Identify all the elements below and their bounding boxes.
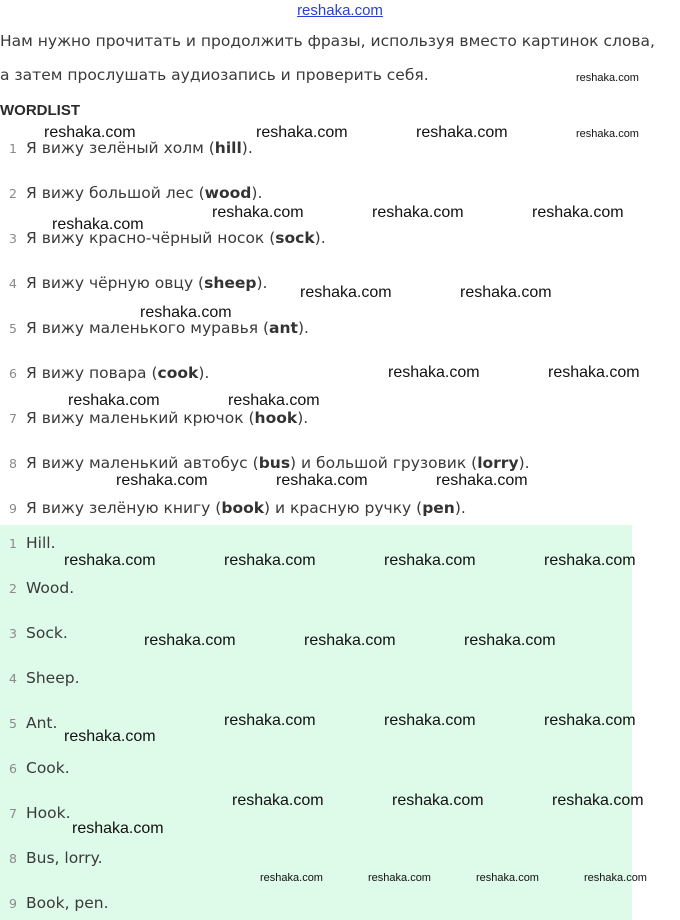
answer-row	[0, 531, 56, 555]
sentence-text	[26, 499, 466, 517]
sentence-number: 6	[9, 365, 17, 381]
watermark-text: reshaka.com	[260, 872, 323, 884]
sentence-row	[0, 361, 209, 385]
watermark-text: reshaka.com	[372, 204, 464, 221]
watermark-text: reshaka.com	[532, 204, 624, 221]
answer-row	[0, 711, 57, 735]
sentence-fragment: ).	[297, 409, 309, 427]
watermark-text: reshaka.com	[548, 364, 640, 381]
sentence-fragment: Я вижу маленький крючок (	[26, 409, 255, 427]
watermark-text: reshaka.com	[384, 712, 476, 729]
watermark-text: reshaka.com	[52, 216, 144, 233]
watermark-text: reshaka.com	[552, 792, 644, 809]
intro-line-2: а затем прослушать аудиозапись и проверить себя.	[0, 66, 429, 84]
answer-row	[0, 891, 109, 915]
watermark-text: reshaka.com	[232, 792, 324, 809]
watermark-text: reshaka.com	[544, 552, 636, 569]
watermark-text: reshaka.com	[228, 392, 320, 409]
answer-text: Bus, lorry.	[26, 849, 103, 867]
english-word: wood	[204, 184, 252, 202]
sentence-fragment: ).	[454, 499, 466, 517]
sentence-row	[0, 226, 326, 250]
sentence-text	[26, 409, 308, 427]
sentence-fragment: Я вижу большой лес (	[26, 184, 205, 202]
answer-number: 7	[9, 805, 17, 821]
answer-number: 1	[9, 535, 17, 551]
answer-text: Hill.	[26, 534, 56, 552]
watermark-text: reshaka.com	[464, 632, 556, 649]
answer-text: Sock.	[26, 624, 68, 642]
intro-line-1: Нам нужно прочитать и продолжить фразы, используя вместо картинок слова,	[0, 32, 655, 50]
watermark-text: reshaka.com	[576, 128, 639, 140]
sentence-number: 7	[9, 410, 17, 426]
answer-text: Cook.	[26, 759, 70, 777]
watermark-text: reshaka.com	[64, 728, 156, 745]
answer-text: Book, pen.	[26, 894, 109, 912]
watermark-text: reshaka.com	[476, 872, 539, 884]
answer-text: Ant.	[26, 714, 58, 732]
sentence-fragment: Я вижу красно-чёрный носок (	[26, 229, 276, 247]
sentence-fragment: ).	[518, 454, 530, 472]
english-word: bus	[258, 454, 291, 472]
answer-row	[0, 756, 70, 780]
sentence-fragment: ).	[256, 274, 268, 292]
sentence-number: 2	[9, 185, 17, 201]
answer-number: 8	[9, 850, 17, 866]
sentence-fragment: ).	[198, 364, 210, 382]
answer-row	[0, 801, 71, 825]
answer-number: 9	[9, 895, 17, 911]
answer-number: 6	[9, 760, 17, 776]
answer-number: 4	[9, 670, 17, 686]
english-word: hill	[214, 139, 242, 157]
watermark-text: reshaka.com	[44, 124, 136, 141]
watermark-text: reshaka.com	[384, 552, 476, 569]
sentence-fragment: ).	[251, 184, 263, 202]
answer-row	[0, 576, 74, 600]
watermark-text: reshaka.com	[68, 392, 160, 409]
sentence-text	[26, 184, 262, 202]
english-word: pen	[422, 499, 455, 517]
sentence-fragment: Я вижу маленького муравья (	[26, 319, 270, 337]
sentence-fragment: Я вижу повара (	[26, 364, 158, 382]
watermark-text: reshaka.com	[144, 632, 236, 649]
english-word: book	[221, 499, 265, 517]
watermark-text: reshaka.com	[388, 364, 480, 381]
watermark-text: reshaka.com	[304, 632, 396, 649]
watermark-text: reshaka.com	[392, 792, 484, 809]
english-word: hook	[254, 409, 298, 427]
watermark-text: reshaka.com	[436, 472, 528, 489]
watermark-text: reshaka.com	[256, 124, 348, 141]
watermark-text: reshaka.com	[416, 124, 508, 141]
answer-text: Wood.	[26, 579, 75, 597]
answer-number: 5	[9, 715, 17, 731]
english-word: ant	[269, 319, 298, 337]
sentence-number: 3	[9, 230, 17, 246]
answer-number: 3	[9, 625, 17, 641]
sentence-row	[0, 271, 267, 295]
sentence-fragment: ).	[314, 229, 326, 247]
wordlist-heading: WORDLIST	[0, 102, 80, 119]
watermark-text: reshaka.com	[224, 712, 316, 729]
sentence-row	[0, 496, 466, 520]
sentence-fragment: ).	[241, 139, 253, 157]
answer-number: 2	[9, 580, 17, 596]
sentence-number: 9	[9, 500, 17, 516]
sentence-text	[26, 364, 209, 382]
sentence-number: 1	[9, 140, 17, 156]
sentence-number: 4	[9, 275, 17, 291]
watermark-text: reshaka.com	[276, 472, 368, 489]
watermark-text: reshaka.com	[116, 472, 208, 489]
watermark-text: reshaka.com	[584, 872, 647, 884]
sentence-fragment: Я вижу зелёный холм (	[26, 139, 215, 157]
site-header-link[interactable]: reshaka.com	[297, 2, 383, 19]
sentence-fragment: ) и красную ручку (	[264, 499, 423, 517]
sentence-fragment: ).	[297, 319, 309, 337]
watermark-text: reshaka.com	[140, 304, 232, 321]
sentence-number: 5	[9, 320, 17, 336]
sentence-row	[0, 181, 262, 205]
sentence-number: 8	[9, 455, 17, 471]
watermark-text: reshaka.com	[72, 820, 164, 837]
sentence-fragment: Я вижу зелёную книгу (	[26, 499, 222, 517]
watermark-text: reshaka.com	[212, 204, 304, 221]
sentence-text	[26, 274, 267, 292]
answer-text: Sheep.	[26, 669, 80, 687]
sentence-fragment: Я вижу чёрную овцу (	[26, 274, 205, 292]
watermark-text: reshaka.com	[460, 284, 552, 301]
watermark-text: reshaka.com	[300, 284, 392, 301]
answer-row	[0, 666, 80, 690]
english-word: lorry	[477, 454, 519, 472]
english-word: cook	[157, 364, 199, 382]
watermark-text: reshaka.com	[368, 872, 431, 884]
english-word: sock	[275, 229, 315, 247]
watermark-text: reshaka.com	[64, 552, 156, 569]
watermark-text: reshaka.com	[576, 72, 639, 84]
sentence-text	[26, 454, 530, 472]
sentence-fragment: ) и большой грузовик (	[290, 454, 478, 472]
watermark-text: reshaka.com	[544, 712, 636, 729]
english-word: sheep	[204, 274, 257, 292]
answer-text: Hook.	[26, 804, 71, 822]
sentence-fragment: Я вижу маленький автобус (	[26, 454, 259, 472]
answer-row	[0, 846, 103, 870]
answer-row	[0, 621, 68, 645]
watermark-text: reshaka.com	[224, 552, 316, 569]
